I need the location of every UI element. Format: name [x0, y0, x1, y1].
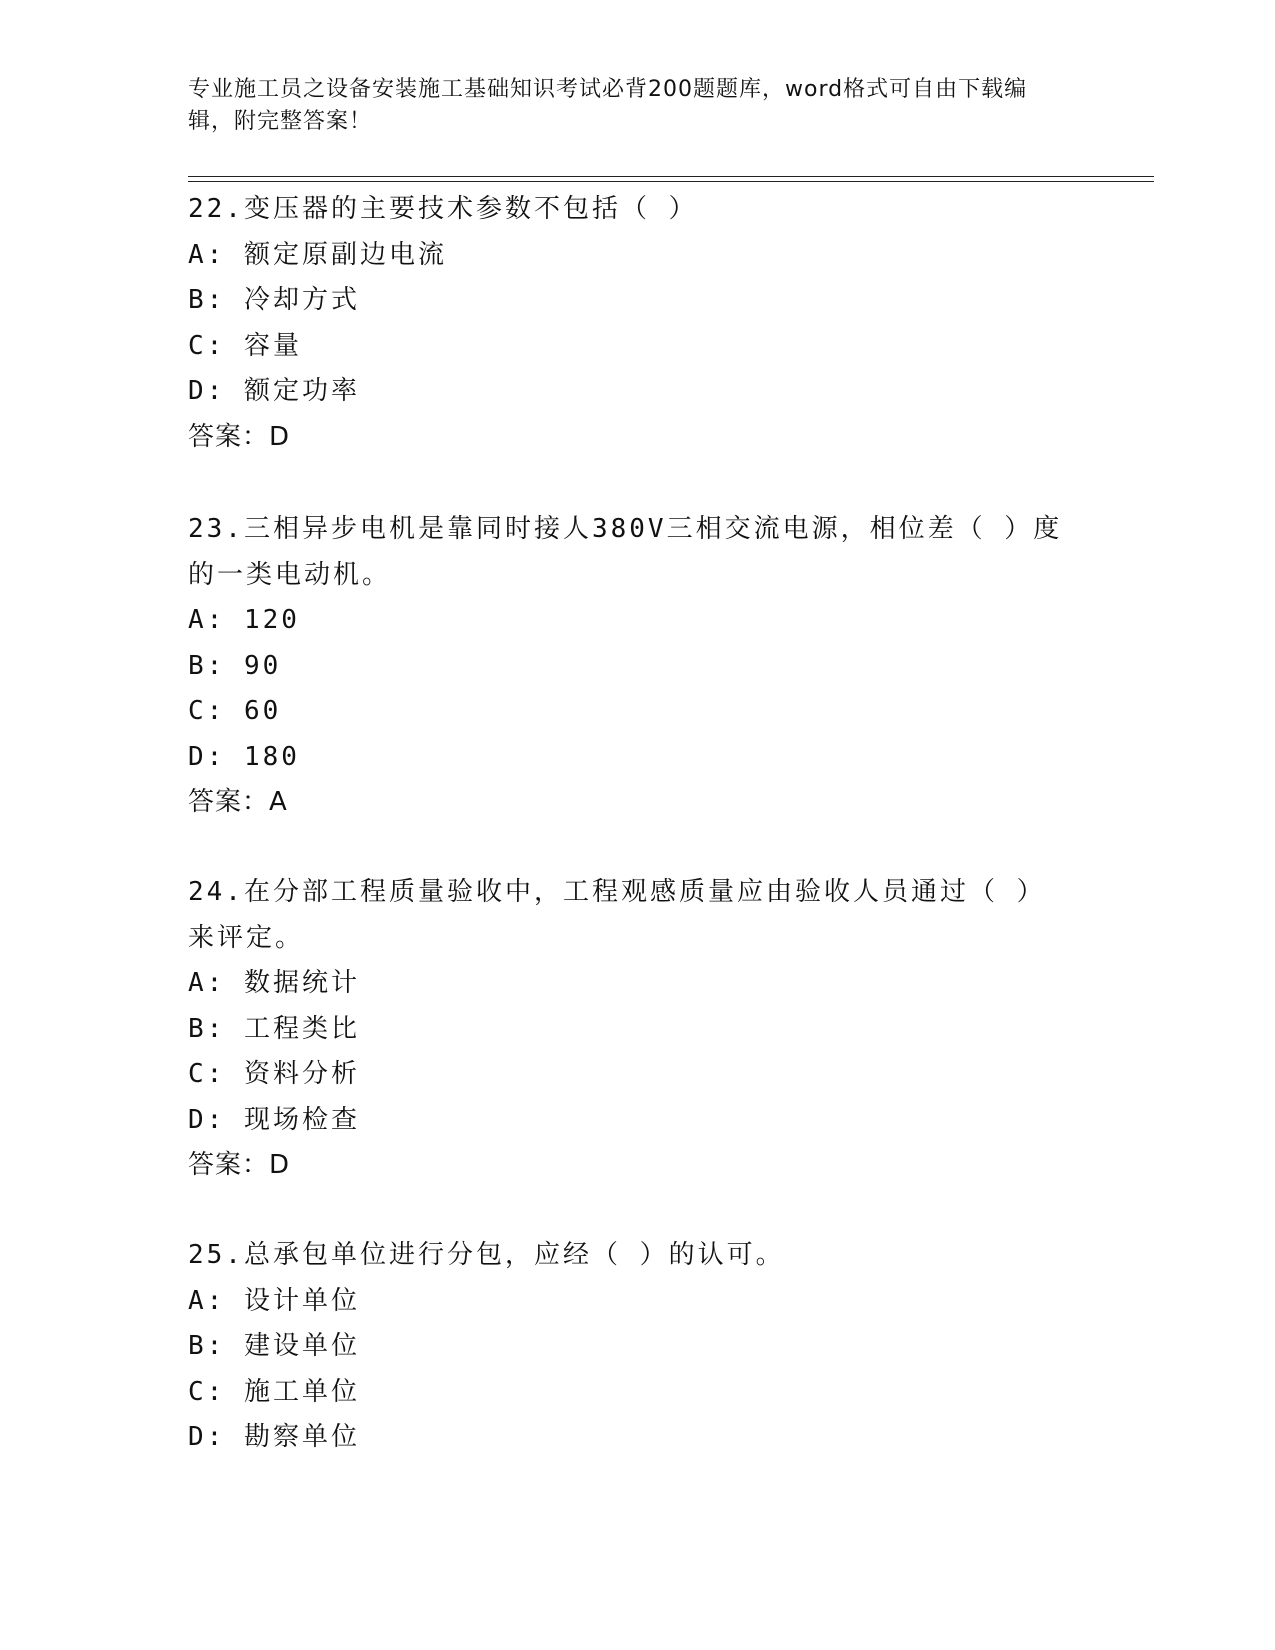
header-rule-bottom: [188, 181, 1154, 182]
option-c: C: 60: [188, 696, 282, 726]
option-a: A: 设计单位: [188, 1285, 360, 1316]
answer: 答案：A: [188, 787, 288, 817]
answer: 答案：D: [188, 421, 291, 452]
header-rule-top: [188, 176, 1154, 177]
option-c: C: 资料分析: [188, 1059, 360, 1089]
question-stem: 23.三相异步电机是靠同时接人380V三相交流电源，相位差（ ）度的一类电动机。: [188, 514, 1063, 590]
option-b: B: 冷却方式: [188, 285, 360, 315]
question-24: [188, 870, 1068, 1189]
question-25: [188, 1233, 1068, 1461]
question-stem: 22.变压器的主要技术参数不包括（ ）: [188, 194, 698, 224]
option-a: A: 额定原副边电流: [188, 239, 447, 270]
option-b: B: 90: [188, 650, 282, 681]
answer: 答案：D: [188, 1150, 291, 1180]
question-22: [188, 187, 1068, 460]
option-d: D: 现场检查: [188, 1104, 360, 1135]
option-d: D: 额定功率: [188, 376, 360, 406]
option-d: D: 勘察单位: [188, 1422, 360, 1452]
option-a: A: 数据统计: [188, 968, 360, 998]
option-b: B: 建设单位: [188, 1331, 360, 1361]
question-stem: 25.总承包单位进行分包，应经（ ）的认可。: [188, 1240, 785, 1270]
document-header: 专业施工员之设备安装施工基础知识考试必背200题题库，word格式可自由下载编辑，附完整答案！: [188, 77, 1028, 134]
question-stem: 24.在分部工程质量验收中，工程观感质量应由验收人员通过（ ）来评定。: [188, 877, 1046, 953]
option-a: A: 120: [188, 605, 300, 635]
option-c: C: 施工单位: [188, 1376, 360, 1407]
option-c: C: 容量: [188, 330, 302, 361]
option-d: D: 180: [188, 741, 300, 772]
option-b: B: 工程类比: [188, 1013, 360, 1044]
question-23: [188, 507, 1068, 826]
